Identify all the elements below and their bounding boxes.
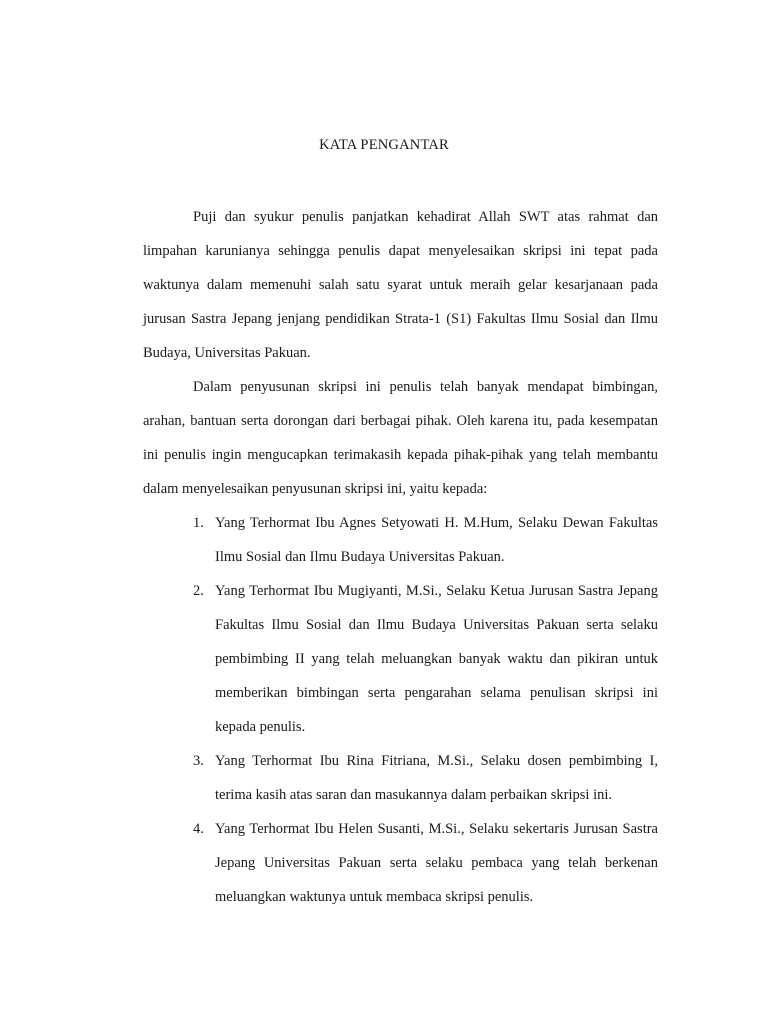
list-item-text: Yang Terhormat Ibu Rina Fitriana, M.Si., Selaku dosen pembimbing I, terima kasih atas saran dan masukannya dalam perbaikan skripsi ini. (215, 753, 658, 803)
list-item-number: 4. (193, 821, 204, 837)
paragraph-2: Dalam penyusunan skripsi ini penulis telah banyak mendapat bimbingan, arahan, bantuan serta dorongan dari berbagai pihak. Oleh karena itu, pada kesempatan ini penulis ingin mengucapkan terimakasih kepada pihak-pihak yang telah membantu dalam menyelesaikan penyusunan skripsi ini, yaitu kepada: (143, 379, 658, 497)
paragraph-1: Puji dan syukur penulis panjatkan kehadirat Allah SWT atas rahmat dan limpahan karunianya sehingga penulis dapat menyelesaikan skripsi ini tepat pada waktunya dalam memenuhi salah satu syarat untuk meraih gelar kesarjanaan pada jurusan Sastra Jepang jenjang pendidikan Strata-1 (S1) Fakultas Ilmu Sosial dan Ilmu Budaya, Universitas Pakuan. (143, 209, 658, 361)
page-title: KATA PENGANTAR (319, 137, 449, 153)
body-text (143, 200, 658, 914)
list-item (143, 574, 658, 744)
list-item-text: Yang Terhormat Ibu Helen Susanti, M.Si., Selaku sekertaris Jurusan Sastra Jepang Universitas Pakuan serta selaku pembaca yang telah berkenan meluangkan waktunya untuk membaca skripsi penulis. (215, 821, 658, 905)
list-item-text: Yang Terhormat Ibu Mugiyanti, M.Si., Selaku Ketua Jurusan Sastra Jepang Fakultas Ilmu Sosial dan Ilmu Budaya Universitas Pakuan serta selaku pembimbing II yang telah meluangkan banyak waktu dan pikiran untuk memberikan bimbingan serta pengarahan selama penulisan skripsi ini kepada penulis. (215, 583, 658, 735)
acknowledgement-list (143, 506, 658, 914)
list-item-number: 3. (193, 753, 204, 769)
list-item-number: 1. (193, 515, 204, 531)
list-item (143, 812, 658, 914)
list-item-number: 2. (193, 583, 204, 599)
list-item (143, 744, 658, 812)
list-item-text: Yang Terhormat Ibu Agnes Setyowati H. M.Hum, Selaku Dewan Fakultas Ilmu Sosial dan Ilmu Budaya Universitas Pakuan. (215, 515, 658, 565)
list-item (143, 506, 658, 574)
